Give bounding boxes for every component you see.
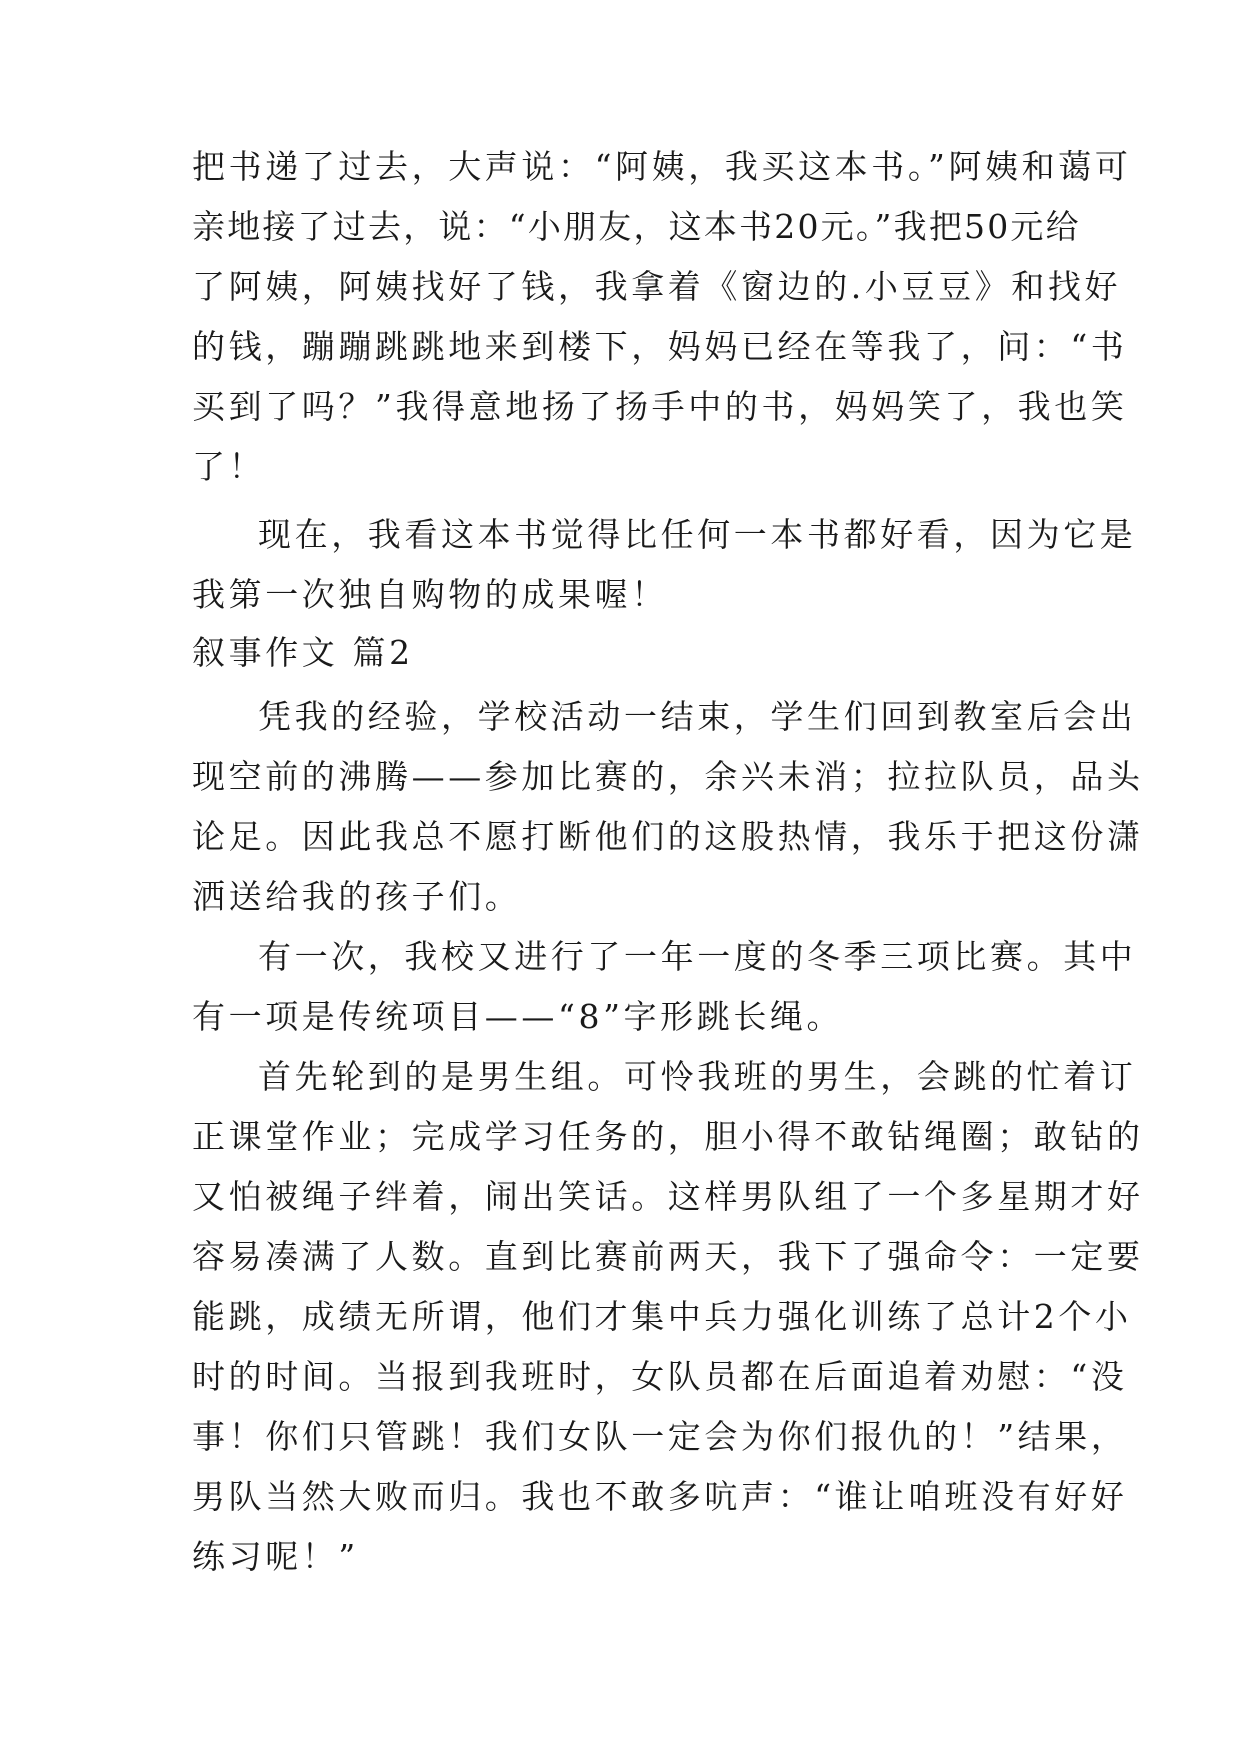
section-paragraph-1-line-1: 凭我的经验，学校活动一结束，学生们回到教室后会出 <box>258 697 1137 736</box>
paragraph-1-line-3: 了阿姨，阿姨找好了钱，我拿着《窗边的.小豆豆》和找好 <box>192 267 1122 306</box>
paragraph-2-line-2: 我第一次独自购物的成果喔！ <box>192 575 668 614</box>
section-paragraph-2-line-2: 有一项是传统项目——“8”字形跳长绳。 <box>192 997 844 1036</box>
section-heading: 叙事作文 篇2 <box>192 633 414 672</box>
section-paragraph-1-line-3: 论足。因此我总不愿打断他们的这股热情，我乐于把这份潇 <box>192 817 1144 856</box>
section-paragraph-3-line-2: 正课堂作业；完成学习任务的，胆小得不敢钻绳圈；敢钻的 <box>192 1117 1144 1156</box>
paragraph-1-line-2: 亲地接了过去，说：“小朋友，这本书20元。”我把50元给 <box>192 207 1081 246</box>
paragraph-1-line-5: 买到了吗？”我得意地扬了扬手中的书，妈妈笑了，我也笑 <box>192 387 1128 426</box>
section-paragraph-1-line-2: 现空前的沸腾——参加比赛的，余兴未消；拉拉队员，品头 <box>192 757 1144 796</box>
section-paragraph-3-line-4: 容易凑满了人数。直到比赛前两天，我下了强命令：一定要 <box>192 1237 1144 1276</box>
paragraph-1-line-1: 把书递了过去，大声说：“阿姨，我买这本书。”阿姨和蔼可 <box>192 147 1132 186</box>
section-paragraph-3-line-6: 时的时间。当报到我班时，女队员都在后面追着劝慰：“没 <box>192 1357 1128 1396</box>
section-paragraph-3-line-1: 首先轮到的是男生组。可怜我班的男生，会跳的忙着订 <box>258 1057 1137 1096</box>
section-paragraph-3-line-9: 练习呢！” <box>192 1537 359 1576</box>
section-paragraph-3-line-8: 男队当然大败而归。我也不敢多吭声：“谁让咱班没有好好 <box>192 1477 1128 1516</box>
section-paragraph-1-line-4: 洒送给我的孩子们。 <box>192 877 522 916</box>
section-paragraph-3-line-7: 事！你们只管跳！我们女队一定会为你们报仇的！”结果， <box>192 1417 1128 1456</box>
section-paragraph-3-line-3: 又怕被绳子绊着，闹出笑话。这样男队组了一个多星期才好 <box>192 1177 1144 1216</box>
section-paragraph-2-line-1: 有一次，我校又进行了一年一度的冬季三项比赛。其中 <box>258 937 1137 976</box>
section-paragraph-3-line-5: 能跳，成绩无所谓，他们才集中兵力强化训练了总计2个小 <box>192 1297 1132 1336</box>
paragraph-1-line-4: 的钱，蹦蹦跳跳地来到楼下，妈妈已经在等我了，问：“书 <box>192 327 1128 366</box>
paragraph-1-line-6: 了！ <box>192 447 266 486</box>
paragraph-2-line-1: 现在，我看这本书觉得比任何一本书都好看，因为它是 <box>258 515 1137 554</box>
